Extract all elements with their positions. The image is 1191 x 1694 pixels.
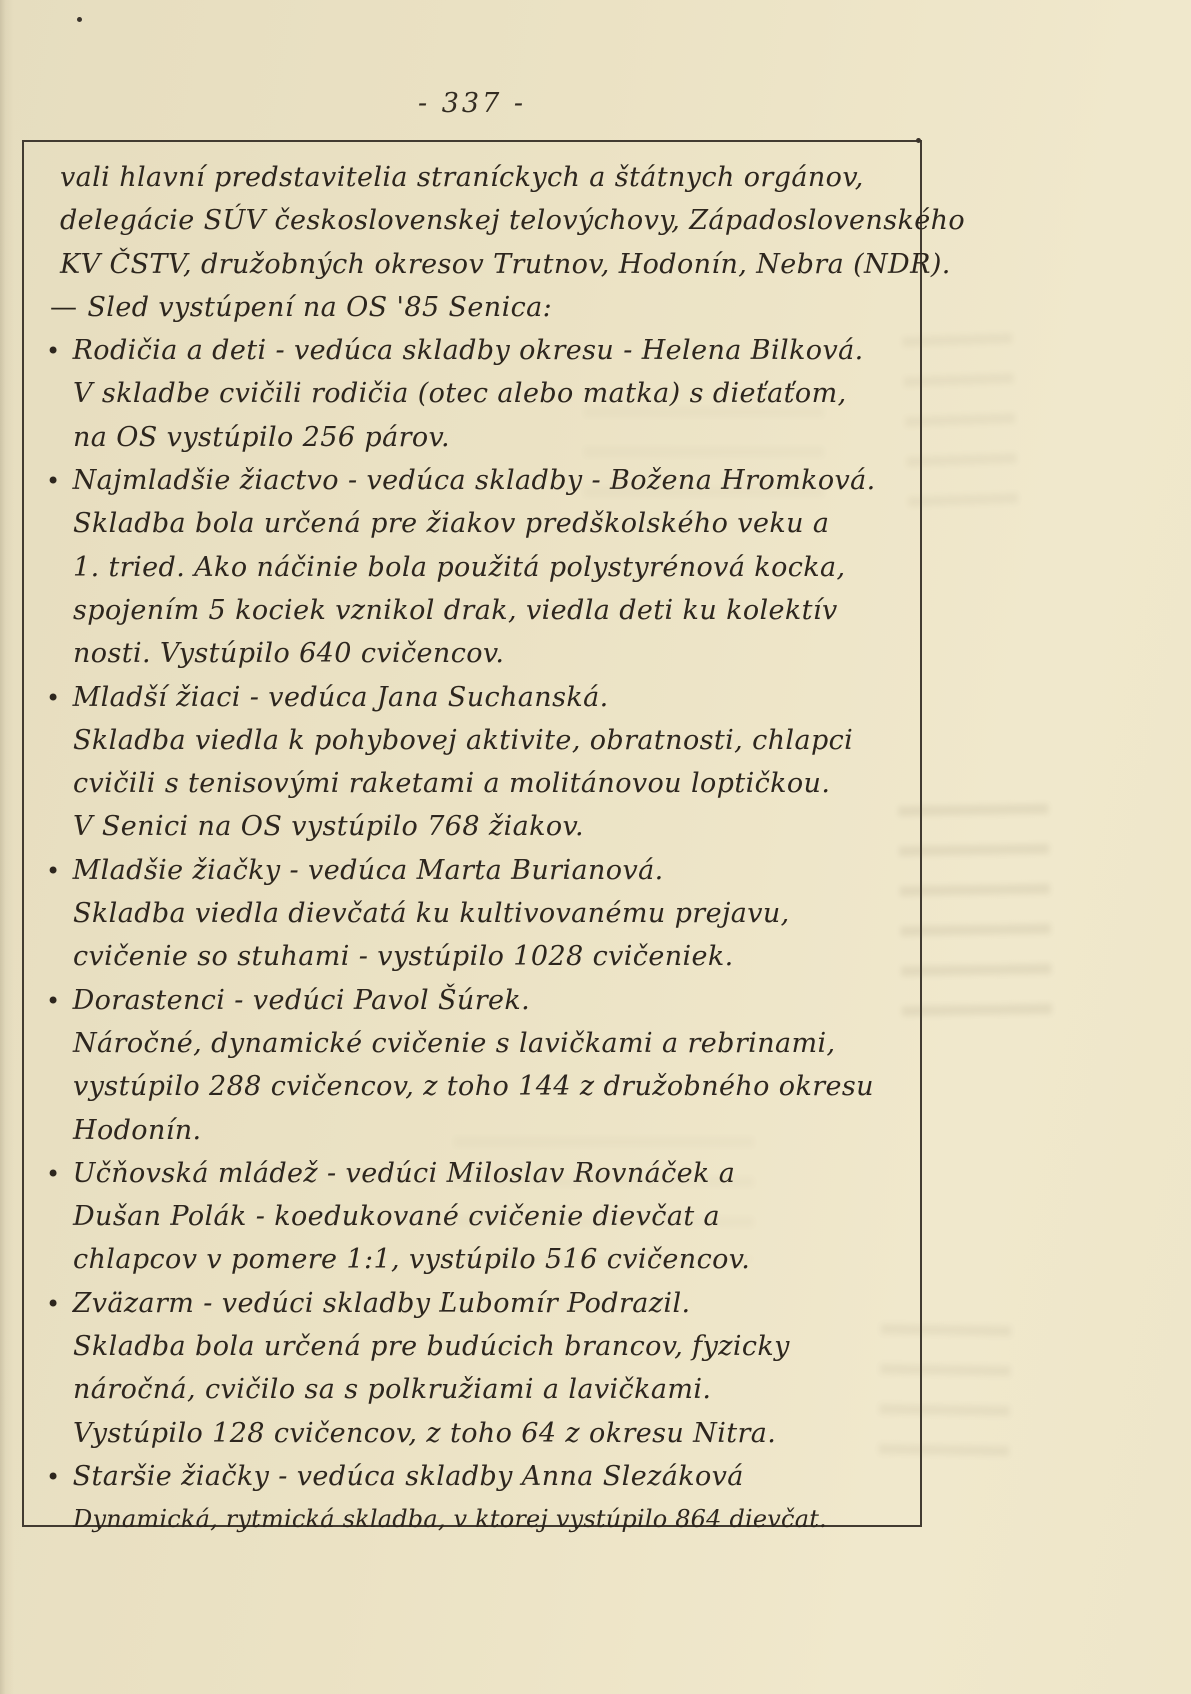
handwritten-line — [46, 329, 980, 372]
handwritten-line — [46, 849, 980, 892]
line-text: chlapcov v pomere 1:1, vystúpilo 516 cvičencov. — [73, 1244, 751, 1276]
handwritten-line — [60, 243, 980, 286]
line-text: KV ČSTV, družobných okresov Trutnov, Hodonín, Nebra (NDR). — [60, 248, 951, 280]
ink-speck — [77, 17, 82, 22]
line-text: Skladba viedla dievčatá ku kultivovanému prejavu, — [73, 898, 790, 930]
handwritten-text-frame — [22, 140, 966, 1534]
line-text: cvičenie so stuhami - vystúpilo 1028 cvičeniek. — [73, 941, 734, 973]
line-text: Skladba viedla k pohybovej aktivite, obratnosti, chlapci — [73, 724, 854, 756]
handwritten-line — [60, 199, 980, 242]
line-text: V skladbe cvičili rodičia (otec alebo matka) s dieťaťom, — [73, 378, 847, 410]
handwritten-line — [60, 1498, 980, 1541]
handwritten-line — [46, 1282, 980, 1325]
line-text: vystúpilo 288 cvičencov, z toho 144 z družobného okresu — [73, 1071, 874, 1103]
handwritten-line — [50, 286, 980, 329]
handwritten-line — [60, 1325, 980, 1368]
line-text: spojením 5 kociek vznikol drak, viedla deti ku kolektív — [73, 594, 838, 626]
line-text: cvičili s tenisovými raketami a molitánovou loptičkou. — [73, 768, 831, 800]
handwritten-line — [60, 416, 980, 459]
page-number: - 337 - — [418, 88, 526, 119]
line-text: vali hlavní predstavitelia straníckych a štátnych orgánov, — [60, 162, 864, 193]
line-text: Mladšie žiačky - vedúca Marta Burianová. — [72, 854, 664, 886]
handwritten-line — [60, 935, 980, 978]
bullet-marker: • — [46, 337, 61, 366]
handwritten-line — [60, 1022, 980, 1065]
handwritten-line — [60, 546, 980, 589]
handwritten-line — [60, 372, 980, 415]
handwritten-line — [60, 1412, 980, 1455]
handwritten-line — [60, 502, 980, 545]
handwritten-line — [60, 719, 980, 762]
line-text: 1. tried. Ako náčinie bola použitá polystyrénová kocka, — [73, 551, 846, 583]
handwritten-line — [46, 459, 980, 502]
line-text: Hodonín. — [73, 1114, 202, 1146]
handwritten-line — [60, 1109, 980, 1152]
handwritten-line — [60, 1195, 980, 1238]
scan-page-edge — [0, 0, 14, 1694]
bullet-marker: • — [46, 1462, 61, 1491]
bullet-marker: • — [46, 1159, 61, 1188]
handwritten-line — [46, 676, 980, 719]
line-text: Mladší žiaci - vedúca Jana Suchanská. — [72, 681, 609, 713]
bullet-marker: • — [46, 1289, 61, 1318]
handwritten-line — [60, 156, 980, 199]
line-text: Skladba bola určená pre budúcich brancov, fyzicky — [73, 1331, 790, 1363]
line-text: Sled vystúpení na OS '85 Senica: — [87, 291, 553, 323]
handwritten-line — [46, 979, 980, 1022]
line-text: Náročné, dynamické cvičenie s lavičkami a rebrinami, — [73, 1027, 836, 1059]
line-text: nosti. Vystúpilo 640 cvičencov. — [73, 638, 505, 670]
line-text: Vystúpilo 128 cvičencov, z toho 64 z okresu Nitra. — [73, 1417, 777, 1449]
handwritten-line — [46, 1152, 980, 1195]
handwritten-line — [60, 589, 980, 632]
line-text: náročná, cvičilo sa s polkružiami a lavičkami. — [73, 1374, 712, 1406]
line-text: Učňovská mládež - vedúci Miloslav Rovnáček a — [72, 1157, 736, 1189]
handwritten-line — [60, 892, 980, 935]
ink-speck — [916, 138, 921, 143]
line-text: Zväzarm - vedúci skladby Ľubomír Podrazil. — [72, 1287, 691, 1319]
line-text: Rodičia a deti - vedúca skladby okresu - Helena Bilková. — [72, 335, 864, 367]
line-text: Dorastenci - vedúci Pavol Šúrek. — [72, 984, 531, 1016]
line-text: Dynamická, rytmická skladba, v ktorej vystúpilo 864 dievčat. — [73, 1505, 827, 1534]
line-text: V Senici na OS vystúpilo 768 žiakov. — [73, 811, 584, 843]
line-text: Najmladšie žiactvo - vedúca skladby - Božena Hromková. — [72, 465, 876, 497]
handwritten-line — [60, 1368, 980, 1411]
line-text: Staršie žiačky - vedúca skladby Anna Slezáková — [72, 1460, 744, 1492]
line-text: Dušan Polák - koedukované cvičenie dievčat a — [73, 1201, 721, 1233]
dash-marker: — — [50, 291, 78, 323]
handwritten-line — [60, 632, 980, 675]
bleed-through-ghost — [879, 1309, 1012, 1471]
line-text: delegácie SÚV československej telovýchovy, Západoslovenského — [60, 205, 966, 237]
line-text: na OS vystúpilo 256 párov. — [73, 421, 450, 453]
handwritten-line — [60, 805, 980, 848]
handwritten-line — [60, 1065, 980, 1108]
handwritten-line — [60, 1238, 980, 1281]
handwritten-text — [46, 156, 980, 1542]
bullet-marker: • — [46, 856, 61, 885]
bullet-marker: • — [46, 683, 61, 712]
bullet-marker: • — [46, 467, 61, 496]
line-text: Skladba bola určená pre žiakov predškolského veku a — [73, 508, 830, 540]
handwritten-line — [46, 1455, 980, 1498]
handwritten-line — [60, 762, 980, 805]
bleed-through-ghost — [898, 789, 1052, 1022]
bleed-through-ghost — [902, 318, 1019, 512]
bullet-marker: • — [46, 986, 61, 1015]
